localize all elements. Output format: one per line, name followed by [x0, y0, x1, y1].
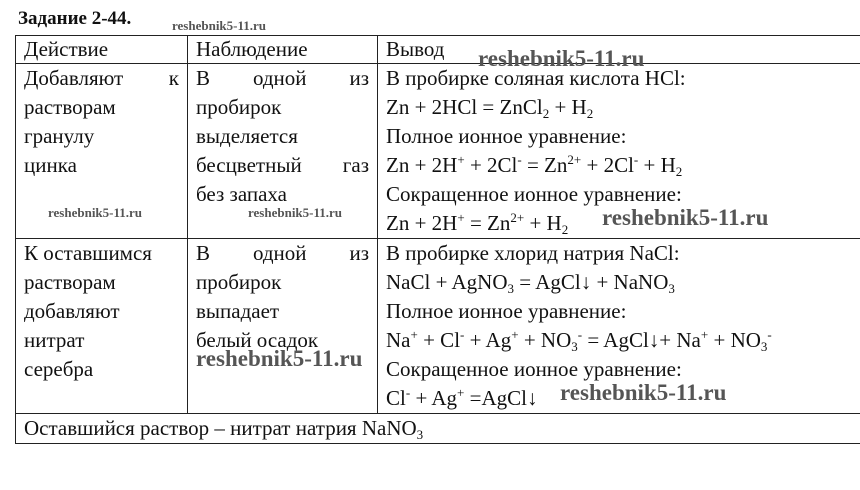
header-action: Действие — [16, 36, 188, 64]
zinc-observation-line: без запаха — [196, 182, 287, 206]
zinc-molecular-equation: Zn + 2HCl = ZnCl$_2$ + $H_2$ — [386, 95, 594, 121]
zinc-full-ionic-label: Полное ионное уравнение: — [386, 124, 627, 148]
header-row — [16, 36, 860, 64]
watermark: reshebnik5-11.ru — [48, 205, 143, 220]
silver-short-ionic-label: Сокращенное ионное уравнение: — [386, 357, 682, 381]
silver-action-line: нитрат — [24, 328, 85, 352]
silver-short-ionic-equation: Cl- + Ag+ =AgCl↓ — [386, 385, 538, 410]
watermark: reshebnik5-11.ru — [602, 205, 769, 230]
footer-conclusion: Оставшийся раствор – нитрат натрия NaNO$_3$ — [16, 414, 860, 444]
silver-action-line: К оставшимся — [24, 241, 152, 265]
watermark: reshebnik5-11.ru — [248, 205, 343, 220]
silver-observation-line: пробирок — [196, 270, 282, 294]
silver-full-ionic-equation: $Na^+ + Cl^- + Ag^+ + NO_3^-$ = AgCl↓+ $Na^+ + NO_3^-$ — [386, 327, 772, 354]
silver-full-ionic-label: Полное ионное уравнение: — [386, 299, 627, 323]
answer-table — [15, 35, 860, 444]
footer-row — [16, 414, 860, 444]
silver-action-line: растворам — [24, 270, 116, 294]
silver-action-line: добавляют — [24, 299, 120, 323]
silver-observation-line: В одной из — [196, 241, 369, 265]
zinc-short-ionic-equation: $Zn + 2H^+ = Zn^{2+} + H_2$ — [386, 210, 569, 237]
silver-observation-line: белый осадок — [196, 328, 319, 352]
zinc-action-line: Добавляют к — [24, 66, 179, 90]
watermark: reshebnik5-11.ru — [478, 46, 645, 71]
silver-action-line: серебра — [24, 357, 94, 381]
zinc-action-line: растворам — [24, 95, 116, 119]
header-observation: Наблюдение — [188, 36, 378, 64]
zinc-full-ionic-equation: $Zn + 2H^+ + 2Cl^- = Zn^{2+} + 2Cl^- + H_2$ — [386, 152, 683, 179]
watermark: reshebnik5-11.ru — [172, 18, 267, 33]
silver-conclusion-intro: В пробирке хлорид натрия NaCl: — [386, 241, 680, 265]
zinc-conclusion-intro: В пробирке соляная кислота HCl: — [386, 66, 686, 90]
zinc-observation-line: пробирок — [196, 95, 282, 119]
task-title: Задание 2-44. — [18, 8, 132, 29]
silver-observation — [188, 239, 378, 414]
zinc-observation-line: В одной из — [196, 66, 369, 90]
zinc-action-line: цинка — [24, 153, 77, 177]
silver-molecular-equation: NaCl + AgNO$_3$ = AgCl↓ + NaNO$_3$ — [386, 270, 675, 296]
silver-observation-line: выпадает — [196, 299, 280, 323]
watermark: reshebnik5-11.ru — [560, 380, 727, 405]
zinc-action-line: гранулу — [24, 124, 95, 148]
zinc-observation-line: бесцветный газ — [196, 153, 369, 177]
header-conclusion: Вывод — [378, 36, 860, 64]
watermark: reshebnik5-11.ru — [196, 346, 363, 371]
silver-action — [16, 239, 188, 414]
zinc-short-ionic-label: Сокращенное ионное уравнение: — [386, 182, 682, 206]
zinc-observation-line: выделяется — [196, 124, 298, 148]
silver-row — [16, 239, 860, 414]
